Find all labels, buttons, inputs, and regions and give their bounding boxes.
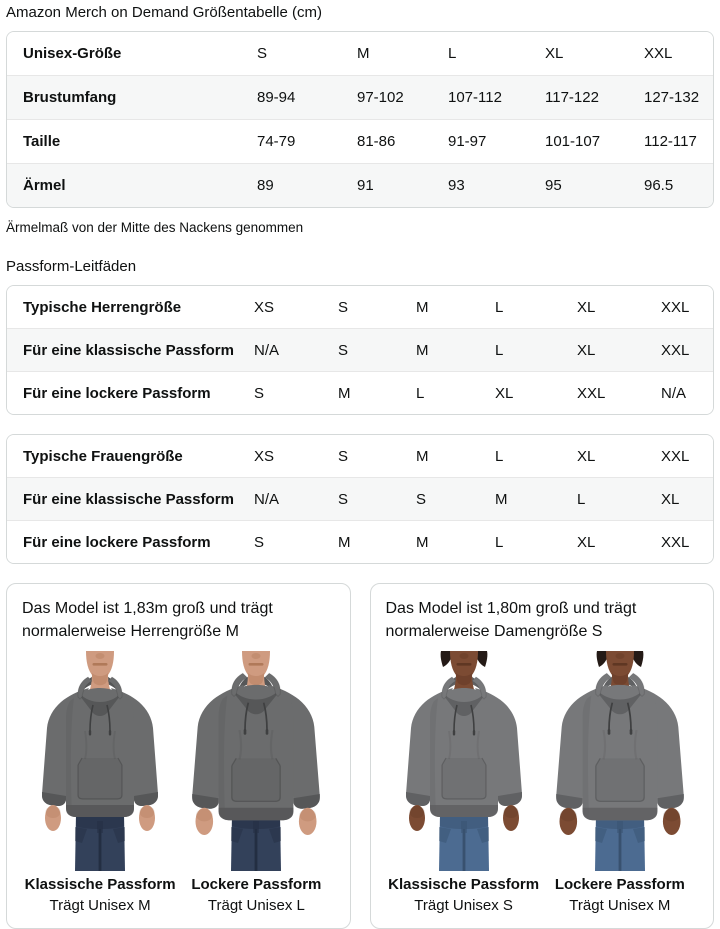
cell-value: 117-122 <box>545 89 599 106</box>
cell-value: XXL <box>661 298 690 316</box>
cell-value: XL <box>577 341 596 359</box>
figure-size-caption: Trägt Unisex M <box>569 897 671 914</box>
model-figures <box>386 651 699 915</box>
cell-value: XXL <box>661 533 690 551</box>
mens-fit-table <box>6 285 714 415</box>
fit-guides-heading: Passform-Leitfäden <box>6 258 137 275</box>
cell-value: 81-86 <box>357 133 396 150</box>
figure-fit-caption: Lockere Passform <box>191 876 322 893</box>
cell-value: L <box>495 447 504 465</box>
cell-value: 107-112 <box>448 89 502 106</box>
table-row <box>7 520 713 563</box>
figure-classic-fit <box>386 651 542 915</box>
figure-size-caption: Trägt Unisex S <box>414 897 513 914</box>
cell-value: 91-97 <box>448 133 487 150</box>
figure-size-caption: Trägt Unisex M <box>49 897 151 914</box>
page-title: Amazon Merch on Demand Größentabelle (cm) <box>6 4 322 21</box>
cell-value: 96.5 <box>644 177 674 194</box>
cell-value: XS <box>254 298 275 316</box>
figure-fit-caption: Klassische Passform <box>24 876 176 893</box>
male-model-loose-fit-photo <box>181 651 331 871</box>
cell-value: M <box>416 341 429 359</box>
size-column-header: M <box>357 45 370 62</box>
model-cards <box>6 583 714 929</box>
cell-value: 74-79 <box>257 133 296 150</box>
cell-value: N/A <box>254 490 280 508</box>
cell-value: XL <box>577 533 596 551</box>
table-row <box>7 435 713 477</box>
sleeve-measure-note: Ärmelmaß von der Mitte des Nackens genommen <box>6 220 304 235</box>
row-label: Für eine lockere Passform <box>23 384 211 402</box>
female-model-loose-fit-photo <box>545 651 695 871</box>
cell-value: 89-94 <box>257 89 296 106</box>
female-model-classic-fit-photo <box>389 651 539 871</box>
womens-fit-table <box>6 434 714 564</box>
table-header-row <box>7 32 713 75</box>
table-row <box>7 477 713 520</box>
cell-value: L <box>495 298 504 316</box>
cell-value: S <box>338 341 349 359</box>
cell-value: L <box>495 341 504 359</box>
cell-value: 91 <box>357 177 374 194</box>
cell-value: 93 <box>448 177 465 194</box>
row-label: Unisex-Größe <box>23 45 122 62</box>
size-column-header: S <box>257 45 268 62</box>
size-column-header: L <box>448 45 457 62</box>
cell-value: N/A <box>254 341 280 359</box>
row-label: Typische Herrengröße <box>23 298 182 316</box>
figure-classic-fit <box>22 651 178 915</box>
cell-value: M <box>416 533 429 551</box>
row-label: Typische Frauengröße <box>23 447 183 465</box>
table-row <box>7 371 713 414</box>
cell-value: S <box>254 384 265 402</box>
model-card-women <box>370 583 715 929</box>
cell-value: S <box>254 533 265 551</box>
size-column-header: XXL <box>644 45 673 62</box>
model-card-heading: Das Model ist 1,83m groß und trägt normalerweise Herrengröße M <box>22 600 273 640</box>
row-label: Ärmel <box>23 177 66 194</box>
model-card-heading: Das Model ist 1,80m groß und trägt normalerweise Damengröße S <box>385 600 637 640</box>
table-row <box>7 119 713 163</box>
cell-value: 95 <box>545 177 562 194</box>
table-row <box>7 328 713 371</box>
row-label: Für eine lockere Passform <box>23 533 211 551</box>
cell-value: XS <box>254 447 275 465</box>
cell-value: N/A <box>661 384 687 402</box>
row-label: Für eine klassische Passform <box>23 490 234 508</box>
figure-fit-caption: Klassische Passform <box>388 876 540 893</box>
cell-value: 89 <box>257 177 274 194</box>
model-card-men <box>6 583 351 929</box>
unisex-size-table <box>6 31 714 208</box>
cell-value: M <box>338 533 351 551</box>
cell-value: M <box>416 298 429 316</box>
cell-value: S <box>338 490 349 508</box>
cell-value: M <box>416 447 429 465</box>
cell-value: XXL <box>661 341 690 359</box>
cell-value: 101-107 <box>545 133 601 150</box>
cell-value: L <box>495 533 504 551</box>
cell-value: S <box>416 490 427 508</box>
table-row <box>7 75 713 119</box>
figure-size-caption: Trägt Unisex L <box>207 897 305 914</box>
male-model-classic-fit-photo <box>25 651 175 871</box>
cell-value: S <box>338 298 349 316</box>
cell-value: XL <box>661 490 680 508</box>
row-label: Brustumfang <box>23 89 117 106</box>
cell-value: M <box>338 384 351 402</box>
cell-value: XXL <box>661 447 690 465</box>
cell-value: M <box>495 490 508 508</box>
figure-loose-fit <box>542 651 698 915</box>
cell-value: 112-117 <box>644 133 697 150</box>
cell-value: XL <box>577 447 596 465</box>
cell-value: XL <box>495 384 514 402</box>
table-row <box>7 286 713 328</box>
figure-loose-fit <box>178 651 334 915</box>
cell-value: XXL <box>577 384 606 402</box>
cell-value: L <box>577 490 586 508</box>
model-figures <box>22 651 335 915</box>
cell-value: 127-132 <box>644 89 700 106</box>
row-label: Für eine klassische Passform <box>23 341 234 359</box>
cell-value: 97-102 <box>357 89 404 106</box>
cell-value: S <box>338 447 349 465</box>
size-column-header: XL <box>545 45 564 62</box>
table-row <box>7 163 713 207</box>
figure-fit-caption: Lockere Passform <box>554 876 685 893</box>
cell-value: L <box>416 384 425 402</box>
row-label: Taille <box>23 133 61 150</box>
cell-value: XL <box>577 298 596 316</box>
